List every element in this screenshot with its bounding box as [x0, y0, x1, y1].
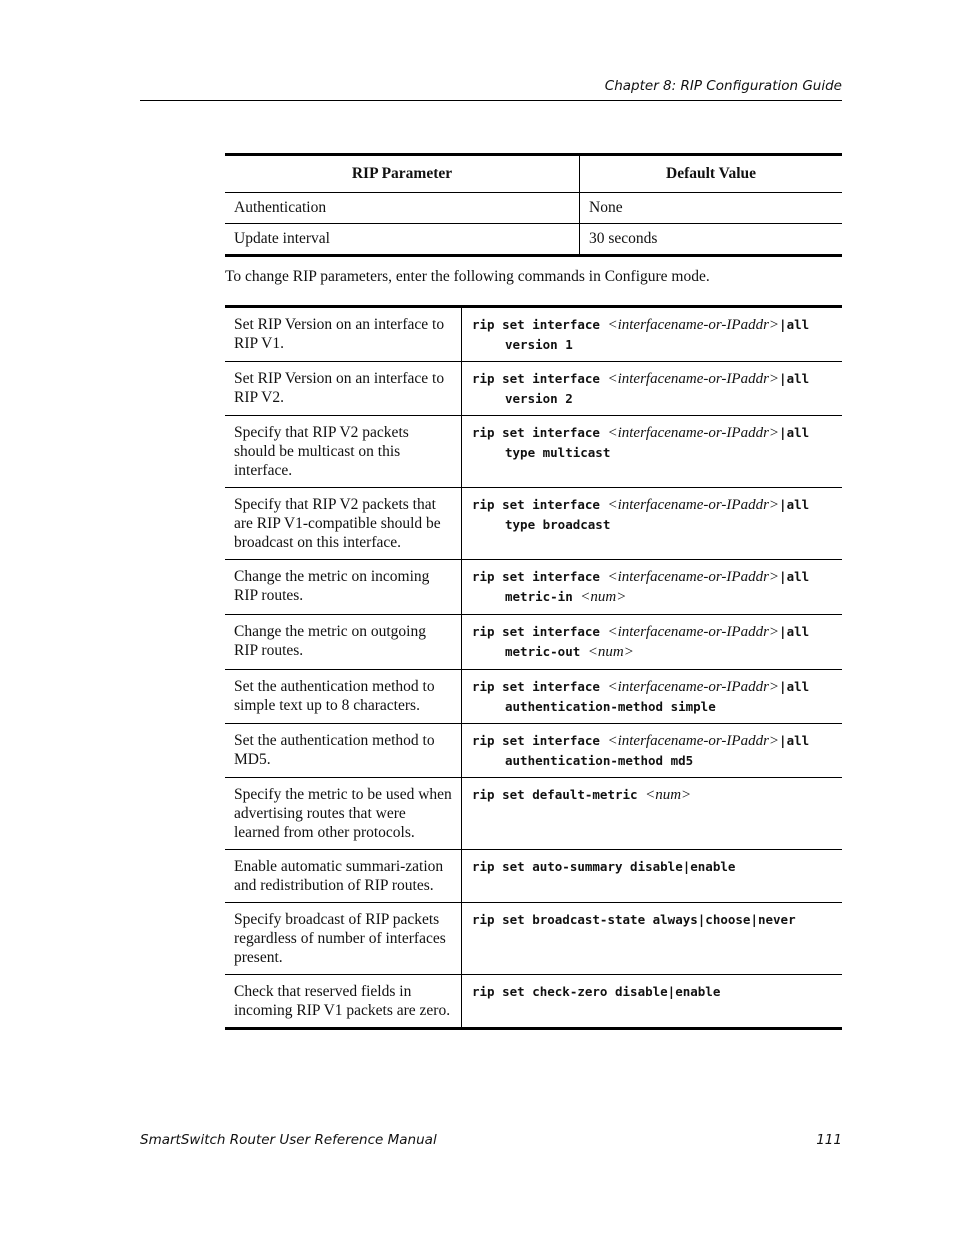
footer-manual-title: SmartSwitch Router User Reference Manual	[140, 1132, 437, 1148]
command-cell	[462, 850, 843, 903]
command-line	[472, 568, 809, 585]
command-argument: <interfacename-or-IPaddr>	[607, 733, 780, 749]
command-table-body	[225, 307, 842, 1029]
command-keyword: authentication-method simple	[505, 699, 716, 714]
command-line	[472, 370, 809, 387]
command-cell	[462, 903, 843, 975]
command-option: |all	[779, 569, 810, 584]
table-row	[225, 778, 842, 850]
intro-paragraph: To change RIP parameters, enter the following commands in Configure mode.	[225, 268, 710, 285]
default-value-cell: 30 seconds	[580, 224, 843, 256]
column-header-default: Default Value	[580, 155, 843, 193]
command-keyword: authentication-method md5	[505, 753, 694, 768]
command-keyword: rip set interface	[472, 371, 608, 386]
description-cell: Enable automatic summari-zation and redistribution of RIP routes.	[225, 850, 462, 903]
table-row	[225, 850, 842, 903]
command-argument: <interfacename-or-IPaddr>	[607, 371, 780, 387]
table-row	[225, 560, 842, 615]
description-cell: Set RIP Version on an interface to RIP V1.	[225, 307, 462, 362]
table-row	[225, 724, 842, 778]
table-row	[225, 362, 842, 416]
command-option: |all	[779, 733, 810, 748]
command-keyword: rip set interface	[472, 624, 608, 639]
description-cell: Specify that RIP V2 packets should be multicast on this interface.	[225, 416, 462, 488]
command-option: |all	[779, 371, 810, 386]
command-keyword: rip set broadcast-state always|choose|never	[472, 912, 796, 927]
command-keyword: metric-in	[505, 589, 581, 604]
command-option: |all	[779, 679, 810, 694]
command-keyword: type broadcast	[505, 517, 611, 532]
command-cell	[462, 778, 843, 850]
command-continuation	[472, 642, 842, 662]
command-keyword: rip set interface	[472, 497, 608, 512]
column-header-parameter: RIP Parameter	[225, 155, 580, 193]
description-cell: Set RIP Version on an interface to RIP V2.	[225, 362, 462, 416]
command-continuation	[472, 751, 842, 770]
header-rule	[140, 100, 842, 101]
command-line	[472, 911, 796, 928]
table-row	[225, 488, 842, 560]
command-continuation	[472, 587, 842, 607]
command-line	[472, 858, 735, 875]
command-continuation	[472, 389, 842, 408]
command-keyword: rip set interface	[472, 425, 608, 440]
table-row	[225, 615, 842, 670]
command-line	[472, 732, 809, 749]
command-option: |all	[779, 425, 810, 440]
command-continuation	[472, 515, 842, 534]
command-keyword: version 1	[505, 337, 573, 352]
description-cell: Change the metric on incoming RIP routes.	[225, 560, 462, 615]
command-cell	[462, 416, 843, 488]
command-table	[225, 305, 842, 1030]
description-cell: Specify that RIP V2 packets that are RIP V1-compatible should be broadcast on this interface.	[225, 488, 462, 560]
running-header: Chapter 8: RIP Configuration Guide	[604, 78, 842, 94]
command-option: |all	[779, 497, 810, 512]
command-keyword: rip set interface	[472, 317, 608, 332]
command-cell	[462, 670, 843, 724]
table-row	[225, 416, 842, 488]
table-row	[225, 193, 842, 224]
command-argument: <num>	[645, 787, 692, 803]
command-line	[472, 983, 720, 1000]
description-cell: Set the authentication method to MD5.	[225, 724, 462, 778]
command-keyword: rip set auto-summary disable|enable	[472, 859, 736, 874]
command-option: |all	[779, 624, 810, 639]
command-option: |all	[779, 317, 810, 332]
parameter-cell: Update interval	[225, 224, 580, 256]
table-row	[225, 903, 842, 975]
table-row	[225, 670, 842, 724]
description-cell: Specify broadcast of RIP packets regardless of number of interfaces present.	[225, 903, 462, 975]
table-row	[225, 975, 842, 1029]
command-keyword: rip set default-metric	[472, 787, 646, 802]
command-keyword: type multicast	[505, 445, 611, 460]
command-keyword: rip set interface	[472, 679, 608, 694]
command-cell	[462, 307, 843, 362]
command-argument: <num>	[587, 644, 634, 660]
command-argument: <interfacename-or-IPaddr>	[607, 569, 780, 585]
command-argument: <interfacename-or-IPaddr>	[607, 425, 780, 441]
command-cell	[462, 488, 843, 560]
command-line	[472, 623, 809, 640]
command-argument: <interfacename-or-IPaddr>	[607, 679, 780, 695]
command-line	[472, 786, 691, 803]
description-cell: Set the authentication method to simple text up to 8 characters.	[225, 670, 462, 724]
command-keyword: rip set interface	[472, 569, 608, 584]
command-argument: <interfacename-or-IPaddr>	[607, 497, 780, 513]
command-cell	[462, 615, 843, 670]
command-keyword: rip set check-zero disable|enable	[472, 984, 721, 999]
command-line	[472, 496, 809, 513]
defaults-header-row	[225, 155, 842, 193]
table-row	[225, 224, 842, 256]
page-number: 111	[816, 1132, 842, 1148]
default-value-cell: None	[580, 193, 843, 224]
command-cell	[462, 975, 843, 1029]
command-line	[472, 678, 809, 695]
command-continuation	[472, 697, 842, 716]
description-cell: Check that reserved fields in incoming RIP V1 packets are zero.	[225, 975, 462, 1029]
command-keyword: metric-out	[505, 644, 588, 659]
defaults-table	[225, 153, 842, 257]
table-row	[225, 307, 842, 362]
command-line	[472, 424, 809, 441]
command-keyword: version 2	[505, 391, 573, 406]
command-cell	[462, 560, 843, 615]
command-continuation	[472, 335, 842, 354]
parameter-cell: Authentication	[225, 193, 580, 224]
command-line	[472, 316, 809, 333]
command-argument: <interfacename-or-IPaddr>	[607, 624, 780, 640]
command-keyword: rip set interface	[472, 733, 608, 748]
command-argument: <num>	[580, 589, 627, 605]
command-argument: <interfacename-or-IPaddr>	[607, 317, 780, 333]
command-cell	[462, 362, 843, 416]
description-cell: Specify the metric to be used when advertising routes that were learned from other protocols.	[225, 778, 462, 850]
description-cell: Change the metric on outgoing RIP routes.	[225, 615, 462, 670]
command-continuation	[472, 443, 842, 462]
command-cell	[462, 724, 843, 778]
